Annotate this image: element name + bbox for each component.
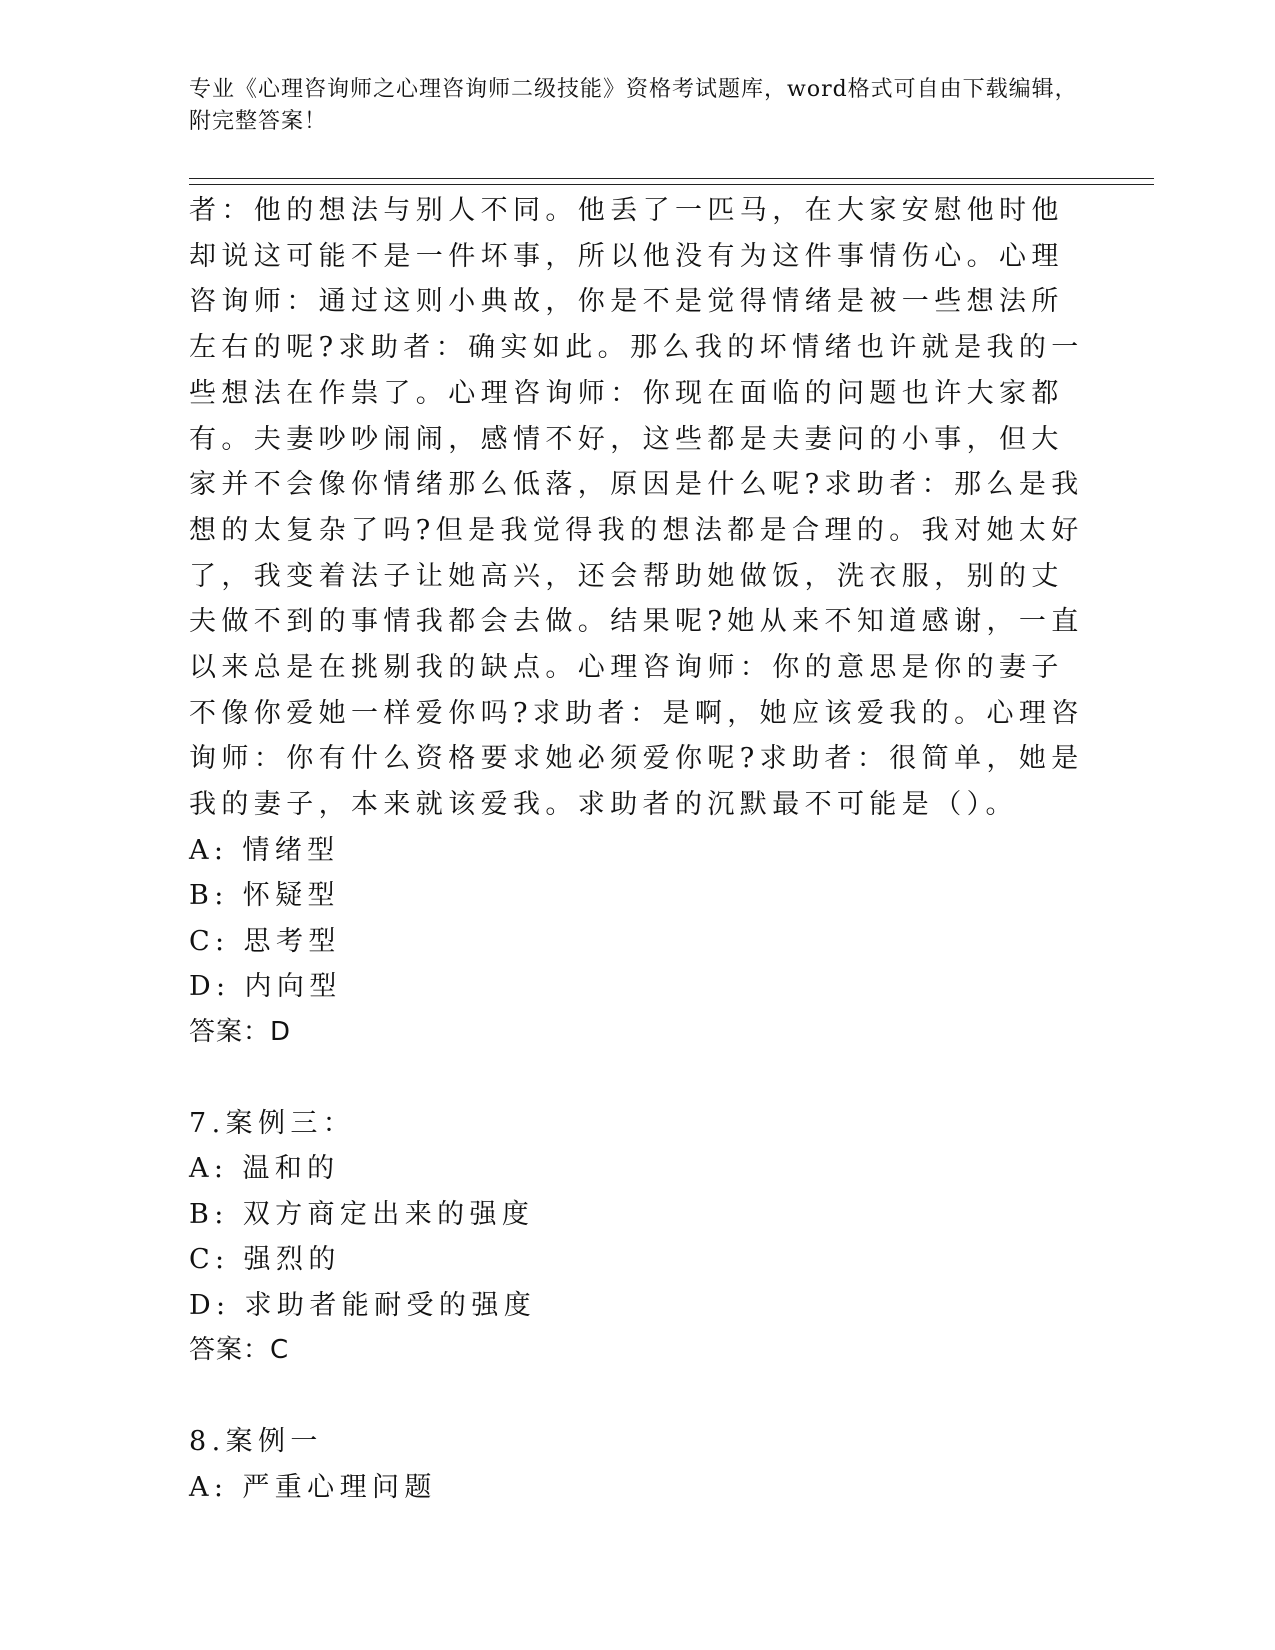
question-6-option-c: C: 思考型 [189,925,341,957]
header-divider [189,178,1154,185]
question-8-option-a: A: 严重心理问题 [189,1471,437,1503]
question-6-option-d: D: 内向型 [189,971,342,1003]
question-8-title: 8.案例一 [189,1426,323,1458]
question-8-options [189,1465,1089,1511]
question-6-stem: 者：他的想法与别人不同。他丢了一匹马，在大家安慰他时他却说这可能不是一件坏事，所以他没有为这件事情伤心。心理咨询师：通过这则小典故，你是不是觉得情绪是被一些想法所左右的呢?求助者：确实如此。那么我的坏情绪也许就是我的一些想法在作祟了。心理咨询师：你现在面临的问题也许大家都有。夫妻吵吵闹闹，感情不好，这些都是夫妻问的小事，但大家并不会像你情绪那么低落，原因是什么呢?求助者：那么是我想的太复杂了吗?但是我觉得我的想法都是合理的。我对她太好了，我变着法子让她高兴，还会帮助她做饭，洗衣服，别的丈夫做不到的事情我都会去做。结果呢?她从来不知道感谢，一直以来总是在挑剔我的缺点。心理咨询师：你的意思是你的妻子不像你爱她一样爱你吗?求助者：是啊，她应该爱我的。心理咨询师：你有什么资格要求她必须爱你呢?求助者：很简单，她是我的妻子，本来就该爱我。求助者的沉默最不可能是（）。 [189,195,1084,821]
question-7-answer: 答案：C [189,1335,290,1366]
question-7-option-d: D: 求助者能耐受的强度 [189,1289,537,1321]
document-body [189,188,1089,1510]
question-7-option-c: C: 强烈的 [189,1244,341,1276]
question-7-option-b: B: 双方商定出来的强度 [189,1198,535,1230]
question-6-option-a: A: 情绪型 [189,834,340,866]
question-7-title: 7.案例三： [189,1107,356,1139]
question-6-option-b: B: 怀疑型 [189,880,340,912]
spacer [189,1374,1089,1420]
spacer [189,1055,1089,1101]
question-6-answer: 答案：D [189,1016,292,1047]
question-7-options [189,1146,1089,1328]
question-7-option-a: A: 温和的 [189,1153,340,1185]
page-header: 专业《心理咨询师之心理咨询师二级技能》资格考试题库，word格式可自由下载编辑，附完整答案！ [189,77,1078,134]
question-6-options [189,828,1089,1010]
